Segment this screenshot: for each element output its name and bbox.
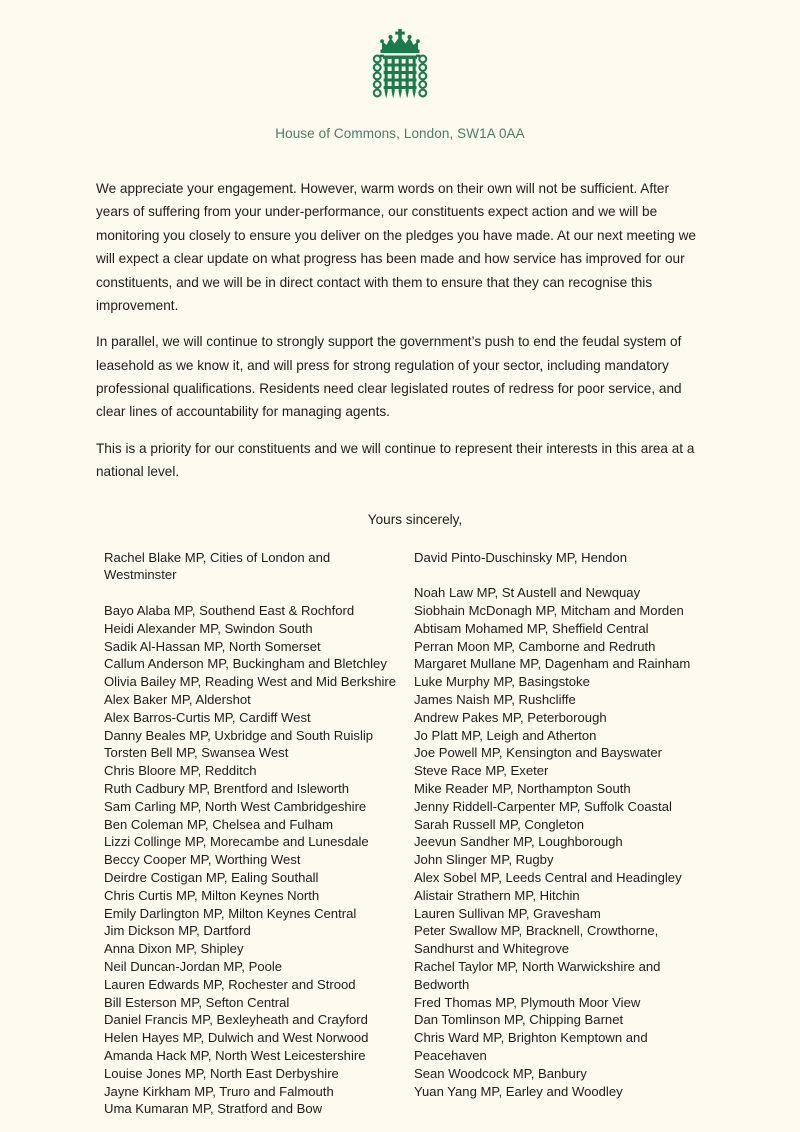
paragraph-3: This is a priority for our constituents and we will continue to represent their interests in this area at a national level.	[96, 440, 695, 480]
letterhead-address: House of Commons, London, SW1A 0AA	[275, 126, 525, 141]
list-item: Callum Anderson MP, Buckingham and Bletchley	[104, 656, 387, 672]
list-item: Mike Reader MP, Northampton South	[414, 781, 631, 797]
list-item: Neil Duncan-Jordan MP, Poole	[104, 959, 283, 975]
signatory-items-left	[104, 602, 406, 1118]
portcullis-crest-icon	[369, 28, 431, 108]
list-item: Peter Swallow MP, Bracknell, Crowthorne, Sandhurst and Whitegrove	[414, 923, 659, 957]
signatory-column-right	[406, 549, 708, 1101]
list-item: Noah Law MP, St Austell and Newquay	[414, 585, 641, 601]
list-item: Luke Murphy MP, Basingstoke	[414, 674, 590, 690]
list-item: Jo Platt MP, Leigh and Atherton	[414, 727, 597, 743]
list-item: Jim Dickson MP, Dartford	[104, 923, 251, 939]
list-item: David Pinto-Duschinsky MP, Hendon	[414, 549, 627, 565]
letter-body	[0, 141, 800, 527]
signoff: Yours sincerely,	[367, 511, 463, 527]
list-item: Yuan Yang MP, Earley and Woodley	[414, 1083, 623, 1099]
list-item: Perran Moon MP, Camborne and Redruth	[414, 638, 656, 654]
list-item: Dan Tomlinson MP, Chipping Barnet	[414, 1012, 624, 1028]
list-item: Torsten Bell MP, Swansea West	[104, 745, 289, 761]
list-item: Lizzi Collinge MP, Morecambe and Lunesdale	[104, 834, 369, 850]
list-item: Jeevun Sandher MP, Loughborough	[414, 834, 623, 850]
list-item: Heidi Alexander MP, Swindon South	[104, 620, 313, 636]
list-item: Abtisam Mohamed MP, Sheffield Central	[414, 620, 649, 636]
list-item: Lauren Sullivan MP, Gravesham	[414, 905, 601, 921]
signatory-column-left	[104, 549, 406, 1119]
list-item: Sean Woodcock MP, Banbury	[414, 1065, 587, 1081]
list-item: James Naish MP, Rushcliffe	[414, 692, 576, 708]
list-item: Chris Curtis MP, Milton Keynes North	[104, 887, 320, 903]
list-item: Ruth Cadbury MP, Brentford and Isleworth	[104, 781, 350, 797]
signatory-list	[0, 527, 800, 1119]
list-item: Lauren Edwards MP, Rochester and Strood	[104, 976, 356, 992]
list-item: Margaret Mullane MP, Dagenham and Rainham	[414, 656, 691, 672]
letterhead	[0, 0, 800, 141]
list-item: Andrew Pakes MP, Peterborough	[414, 709, 607, 725]
signatory-items-right	[414, 584, 708, 1100]
list-item: Deirdre Costigan MP, Ealing Southall	[104, 870, 319, 886]
list-item: Beccy Cooper MP, Worthing West	[104, 852, 301, 868]
list-item: Bayo Alaba MP, Southend East & Rochford	[104, 603, 355, 619]
list-item: Amanda Hack MP, North West Leicestershire	[104, 1048, 366, 1064]
list-item: Louise Jones MP, North East Derbyshire	[104, 1065, 339, 1081]
list-item: Bill Esterson MP, Sefton Central	[104, 994, 290, 1010]
list-item: Sadik Al-Hassan MP, North Somerset	[104, 638, 321, 654]
list-item: Alex Barros-Curtis MP, Cardiff West	[104, 709, 311, 725]
signatory-lead-left	[104, 549, 406, 585]
list-item: Jenny Riddell-Carpenter MP, Suffolk Coastal	[414, 798, 672, 814]
list-item: Olivia Bailey MP, Reading West and Mid Berkshire	[104, 674, 397, 690]
list-item: Joe Powell MP, Kensington and Bayswater	[414, 745, 662, 761]
list-item: Chris Bloore MP, Redditch	[104, 763, 257, 779]
list-item: Jayne Kirkham MP, Truro and Falmouth	[104, 1083, 334, 1099]
list-item: Steve Race MP, Exeter	[414, 763, 549, 779]
paragraph-1: We appreciate your engagement. However, warm words on their own will not be sufficient. After years of suffering from your under-performance, our constituents expect action and we will be monitoring you closely to ensure you deliver on the pledges you have made. At our next meeting we will expect a clear update on what progress has been made and how service has improved for our constituents, and we will be in direct contact with them to ensure that they can recognise this improvement.	[96, 181, 696, 313]
list-item: Alex Baker MP, Aldershot	[104, 692, 251, 708]
column-spacer	[104, 584, 406, 602]
list-item: Uma Kumaran MP, Stratford and Bow	[104, 1101, 323, 1117]
list-item: Alex Sobel MP, Leeds Central and Headingley	[414, 870, 682, 886]
paragraph-2: In parallel, we will continue to strongly support the government’s push to end the feudal system of leasehold as we know it, and will press for strong regulation of your sector, including mandatory professional qualifications. Residents need clear legislated routes of redress for poor service, and clear lines of accountability for managing agents.	[96, 334, 682, 420]
list-item: Sam Carling MP, North West Cambridgeshire	[104, 798, 367, 814]
list-item: Anna Dixon MP, Shipley	[104, 941, 244, 957]
list-item: Siobhain McDonagh MP, Mitcham and Morden	[414, 603, 684, 619]
list-item: Rachel Taylor MP, North Warwickshire and Bedworth	[414, 959, 661, 992]
list-item: John Slinger MP, Rugby	[414, 852, 554, 868]
list-item: Alistair Strathern MP, Hitchin	[414, 887, 580, 903]
list-item: Danny Beales MP, Uxbridge and South Ruislip	[104, 727, 374, 743]
signatory-lead-right	[414, 549, 708, 567]
list-item: Helen Hayes MP, Dulwich and West Norwood	[104, 1030, 369, 1046]
list-item: Ben Coleman MP, Chelsea and Fulham	[104, 816, 334, 832]
list-item: Rachel Blake MP, Cities of London and Westminster	[104, 549, 331, 583]
list-item: Chris Ward MP, Brighton Kemptown and Peacehaven	[414, 1030, 648, 1064]
list-item: Emily Darlington MP, Milton Keynes Central	[104, 905, 357, 921]
column-spacer	[414, 566, 708, 584]
list-item: Sarah Russell MP, Congleton	[414, 816, 585, 832]
list-item: Daniel Francis MP, Bexleyheath and Crayford	[104, 1012, 368, 1028]
list-item: Fred Thomas MP, Plymouth Moor View	[414, 994, 641, 1010]
